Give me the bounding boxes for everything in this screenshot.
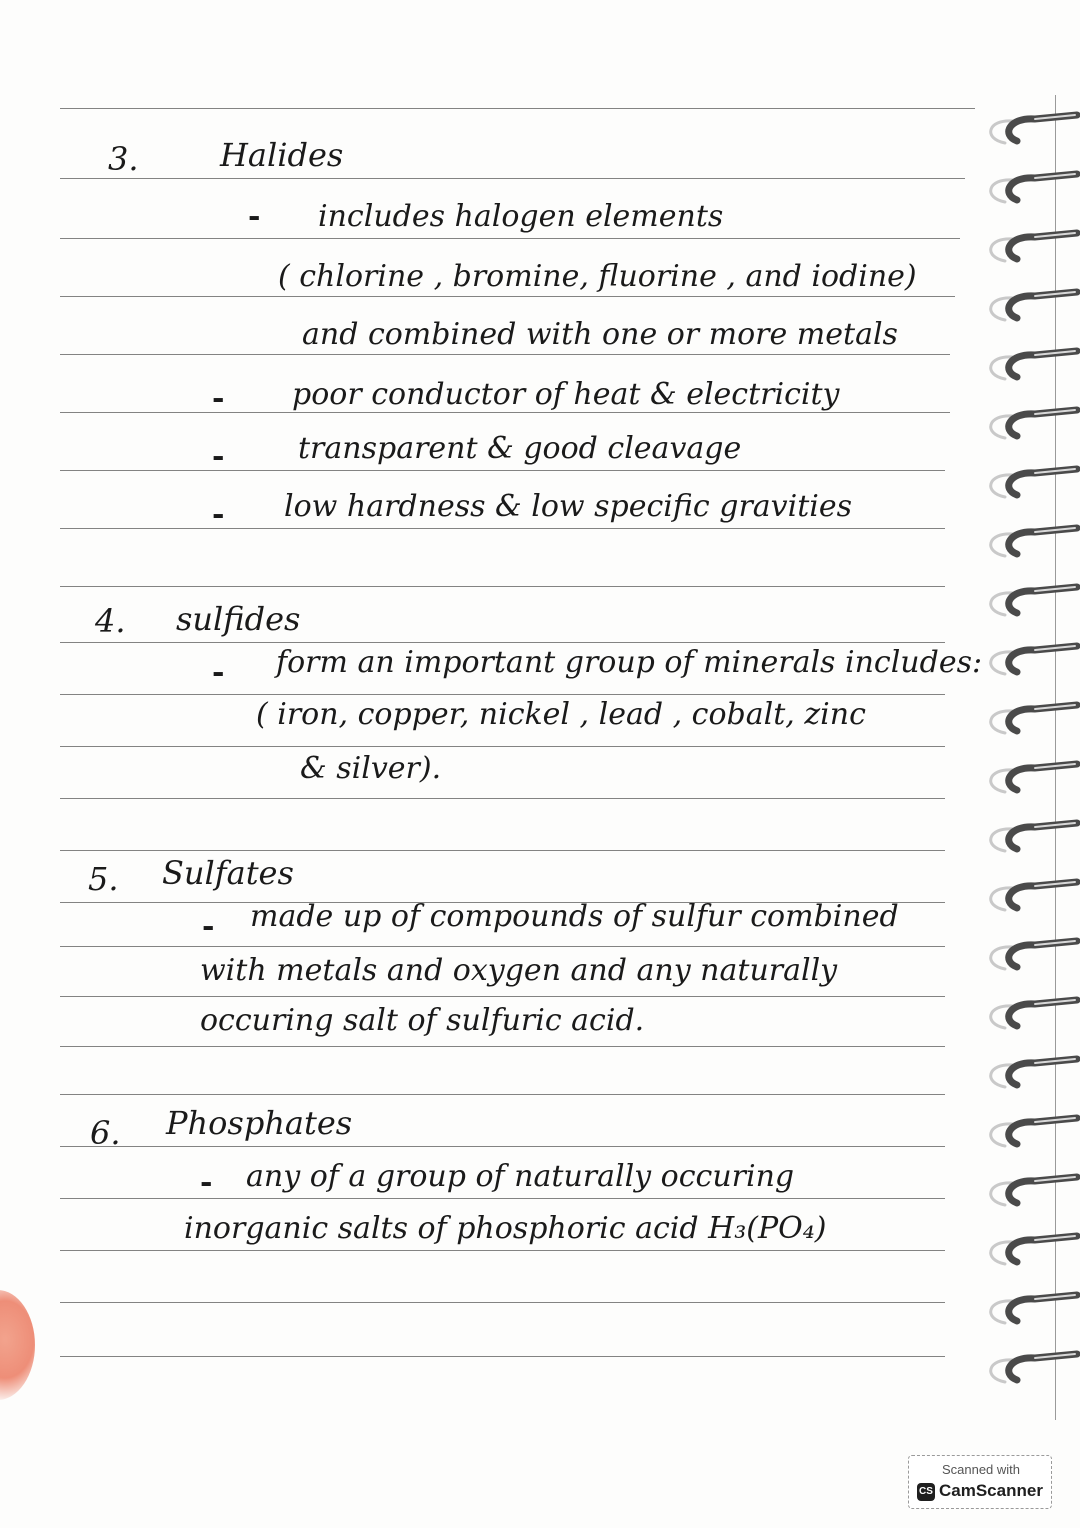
bullet-dash: - <box>212 655 225 690</box>
page-stain <box>0 1290 35 1400</box>
ruled-line <box>60 1094 945 1095</box>
note-line: poor conductor of heat & electricity <box>292 377 840 412</box>
ruled-line <box>60 178 965 179</box>
note-line: with metals and oxygen and any naturally <box>200 953 838 988</box>
ruled-line <box>60 238 960 239</box>
section-heading: Sulfates <box>162 854 294 892</box>
camscanner-watermark <box>908 1455 1052 1509</box>
section-number: 6. <box>90 1114 121 1152</box>
ruled-line <box>60 586 945 587</box>
section-heading: sulfides <box>176 600 301 638</box>
section-number: 5. <box>88 860 119 898</box>
note-line: and combined with one or more metals <box>302 317 898 352</box>
ruled-line <box>60 694 945 695</box>
bullet-dash: - <box>200 1165 213 1200</box>
bullet-dash: - <box>212 439 225 474</box>
section-number: 4. <box>95 602 126 640</box>
section-heading: Phosphates <box>166 1104 353 1142</box>
note-line: & silver). <box>300 751 442 786</box>
ruled-line <box>60 528 945 529</box>
bullet-dash: - <box>202 909 215 944</box>
bullet-dash: - <box>248 199 261 234</box>
bullet-dash: - <box>212 381 225 416</box>
ruled-line <box>60 946 945 947</box>
ruled-line <box>60 996 945 997</box>
ruled-line <box>60 1146 945 1147</box>
ruled-line <box>60 1302 945 1303</box>
ruled-line <box>60 1198 945 1199</box>
note-line: ( chlorine , bromine, fluorine , and iodine) <box>278 259 917 294</box>
note-line: includes halogen elements <box>318 199 724 234</box>
ruled-line <box>60 746 945 747</box>
bullet-dash: - <box>212 497 225 532</box>
watermark-caption: Scanned with <box>941 1462 1021 1477</box>
ruled-line <box>60 354 950 355</box>
note-line: ( iron, copper, nickel , lead , cobalt, zinc <box>256 697 866 732</box>
ruled-line <box>60 850 945 851</box>
section-number: 3. <box>108 140 139 178</box>
note-line: occuring salt of sulfuric acid. <box>200 1003 645 1038</box>
ruled-line <box>60 1356 945 1357</box>
note-line: low hardness & low specific gravities <box>284 489 853 524</box>
note-line: any of a group of naturally occuring <box>246 1159 795 1194</box>
section-heading: Halides <box>220 136 344 174</box>
note-line: transparent & good cleavage <box>298 431 742 466</box>
camscanner-logo-icon: CS <box>917 1483 935 1501</box>
note-line: inorganic salts of phosphoric acid H₃(PO₄) <box>184 1211 827 1246</box>
note-line: form an important group of minerals includes: <box>276 645 983 680</box>
ruled-line <box>60 1046 945 1047</box>
watermark-brand: CamScanner <box>939 1481 1043 1500</box>
ruled-line <box>60 798 945 799</box>
ruled-line <box>60 296 955 297</box>
ruled-line <box>60 642 945 643</box>
ruled-line <box>60 1250 945 1251</box>
note-line: made up of compounds of sulfur combined <box>250 899 899 934</box>
ruled-line <box>60 412 950 413</box>
spiral-binding <box>965 95 1080 1395</box>
ruled-line <box>60 108 975 109</box>
ruled-line <box>60 470 945 471</box>
